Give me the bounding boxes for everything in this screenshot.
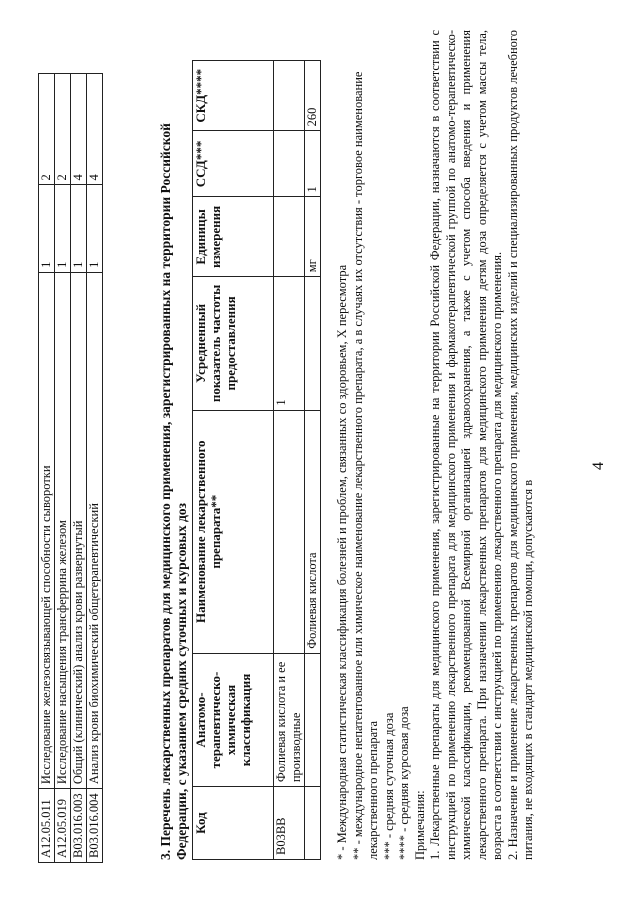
section-title: 3. Перечень лекарственных препаратов для медицинского применения, зарегистрированных на территории Российской Федерации, с указанием средних суточных и курсовых доз: [158, 123, 189, 860]
note-paragraph-1: 1. Лекарственные препараты для медицинского применения, зарегистрированные на территории Российской Федерации, назначаются в соответствии с инструкцией по применению лекарственного препарата для медицинского применения и фармакотерапевтической группой по анатомо-терапевтическо-химической классификации, рекомендованной Всемирной организацией здравоохранения, а также с учетом способа введения и применения лекарственного препарата. При назначении лекарственных препаратов для медицинского применения детям доза определяется с учетом массы тела, возраста в соответствии с инструкцией по применению лекарственного препарата для медицинского применения.: [428, 30, 504, 860]
empty-cell: [274, 197, 305, 277]
empty-cell: [274, 61, 305, 131]
empty-cell: [305, 787, 321, 860]
header-unit: Единицы измерения: [193, 197, 274, 277]
service-frequency: 1: [71, 185, 87, 272]
service-name: Общий (клинический) анализ крови развернутый: [71, 272, 87, 788]
drug-name: Фолиевая кислота: [305, 410, 321, 653]
services-table: [38, 73, 103, 863]
header-frequency: Усредненный показатель частоты предоставления: [193, 277, 274, 410]
header-drug-name: Наименование лекарственного препарата**: [193, 410, 274, 653]
footnote-1: * - Международная статистическая классификация болезней и проблем, связанных со здоровьем, X пересмотра: [335, 264, 349, 860]
header-skd: СКД****: [193, 61, 274, 131]
service-count: 2: [55, 74, 71, 186]
service-name: Исследование насыщения трансферрина железом: [55, 272, 71, 788]
service-frequency: 1: [55, 185, 71, 272]
page-number: 4: [590, 462, 607, 470]
service-code: A12.05.019: [55, 789, 71, 863]
service-code: B03.016.003: [71, 789, 87, 863]
footnote-3: *** - средняя суточная доза: [381, 712, 396, 860]
empty-cell: [274, 410, 305, 653]
service-count: 4: [87, 74, 103, 186]
footnote-4: **** - средняя курсовая доза: [397, 706, 411, 860]
table-row: [55, 74, 71, 863]
empty-cell: [305, 277, 321, 410]
note-paragraph-2: 2. Назначение и применение лекарственных препаратов для медицинского применения, медицинских изделий и специализированных продуктов лечебного питания, не входящих в стандарт медицинской помощи, допускаются в: [505, 30, 535, 860]
service-count: 2: [39, 74, 55, 186]
table-row: [87, 74, 103, 863]
table-row: [39, 74, 55, 863]
service-code: B03.016.004: [87, 789, 103, 863]
header-atc: Анатомо-терапевтическо-химическая классификация: [193, 653, 274, 786]
group-frequency: 1: [274, 277, 305, 410]
table-row: [71, 74, 87, 863]
table-header-row: [193, 61, 274, 860]
table-row: [305, 61, 321, 860]
service-frequency: 1: [39, 185, 55, 272]
service-code: A12.05.011: [39, 789, 55, 863]
service-frequency: 1: [87, 185, 103, 272]
service-name: Анализ крови биохимический общетерапевтический: [87, 272, 103, 788]
drugs-table: [192, 60, 321, 860]
service-count: 4: [71, 74, 87, 186]
drug-skd: 260: [305, 61, 321, 131]
header-ssd: ССД***: [193, 131, 274, 197]
table-row: [274, 61, 305, 860]
atc-code: B03BB: [274, 787, 305, 860]
footnote-2: ** - международное непатентованное или химическое наименование лекарственного препарата, а в случаях их отсутствия - торговое наименование лекарственного препарата: [350, 71, 380, 860]
empty-cell: [274, 131, 305, 197]
notes-heading: Примечания:: [412, 790, 427, 860]
drug-unit: мг: [305, 197, 321, 277]
service-name: Исследование железосвязывающей способности сыворотки: [39, 272, 55, 788]
empty-cell: [305, 653, 321, 786]
atc-group: Фолиевая кислота и ее производные: [274, 653, 305, 786]
footnotes: [335, 30, 537, 860]
header-code: Код: [193, 787, 274, 860]
drug-ssd: 1: [305, 131, 321, 197]
